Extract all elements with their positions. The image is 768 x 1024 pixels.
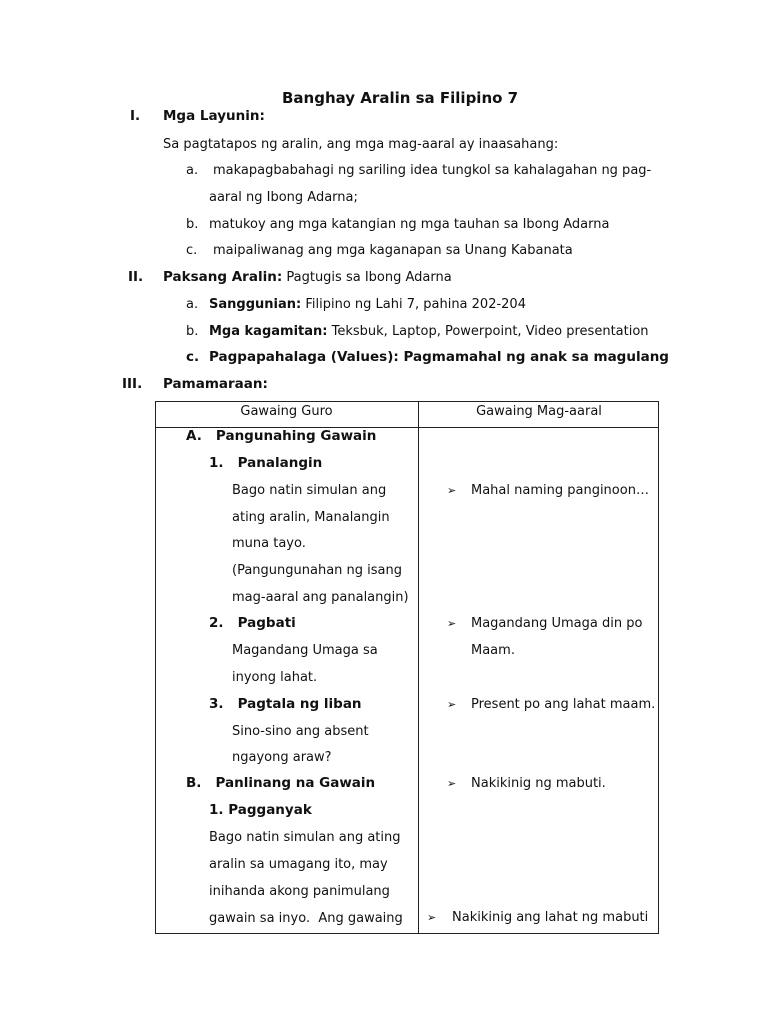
page-title: Banghay Aralin sa Filipino 7 [282,89,519,107]
section-number: I. [130,108,141,124]
objective-text: maipaliwanag ang mga kaganapan sa Unang Kabanata [213,243,573,258]
teacher-text: Bago natin simulan ang ating [209,830,401,845]
section-heading: Mga Layunin: [163,108,265,124]
table-header-student: Gawaing Mag-aaral [476,404,602,419]
step-title: 1. Pagganyak [209,802,312,818]
student-response: Nakikinig ang lahat ng mabuti [452,910,649,925]
item-letter: c. [186,349,200,365]
arrow-bullet-icon: ➢ [447,777,457,790]
student-response: Magandang Umaga din po [471,616,643,631]
item-letter: b. [186,217,199,232]
teacher-text: ating aralin, Manalangin [232,510,390,525]
step-title: 1. Panalangin [209,455,323,471]
item-letter: a. [186,163,199,178]
teacher-text: muna tayo. [232,536,306,551]
section-heading: Paksang Aralin: [163,269,283,285]
item-letter: c. [186,243,198,258]
teacher-text: inyong lahat. [232,670,318,685]
section-number: III. [122,376,143,392]
teacher-text: Magandang Umaga sa [232,643,378,658]
teacher-text: ngayong araw? [232,750,332,765]
student-response: Maam. [471,643,515,658]
reference-line [209,298,526,311]
teacher-text: inihanda akong panimulang [209,884,390,899]
objective-text: makapagbabahagi ng sariling idea tungkol sa kahalagahan ng pag- [213,163,652,178]
materials-line [209,325,649,338]
objective-text: matukoy ang mga katangian ng mga tauhan sa Ibong Adarna [209,217,610,232]
teacher-text: Sino-sino ang absent [232,724,369,739]
procedure-table [155,401,659,934]
item-letter: b. [186,324,199,339]
arrow-bullet-icon: ➢ [447,617,457,630]
student-response: Present po ang lahat maam. [471,697,656,712]
student-response: Nakikinig ng mabuti. [471,776,606,791]
table-header-teacher: Gawaing Guro [240,404,333,419]
step-title: 3. Pagtala ng liban [209,696,362,712]
table-column-divider [418,401,419,934]
item-value: Filipino ng Lahi 7, pahina 202-204 [305,297,526,312]
item-value: Teksbuk, Laptop, Powerpoint, Video presentation [331,324,649,339]
section-intro: Sa pagtatapos ng aralin, ang mga mag-aaral ay inaasahang: [163,137,559,152]
item-letter: a. [186,297,199,312]
section-topic: Pagtugis sa Ibong Adarna [286,270,452,285]
arrow-bullet-icon: ➢ [427,911,437,924]
item-label: Sanggunian: [209,297,302,312]
step-title: 2. Pagbati [209,615,296,631]
section-heading-line [163,271,452,285]
section-number: II. [128,269,144,285]
section-heading: Pamamaraan: [163,376,268,392]
part-a-heading: A. Pangunahing Gawain [186,428,377,444]
values-line: Pagpapahalaga (Values): Pagmamahal ng anak sa magulang [209,349,669,365]
arrow-bullet-icon: ➢ [447,698,457,711]
arrow-bullet-icon: ➢ [447,484,457,497]
teacher-text: (Pangungunahan ng isang [232,563,403,578]
student-response: Mahal naming panginoon… [471,483,649,498]
teacher-text: gawain sa inyo. Ang gawaing [209,911,403,926]
part-b-heading: B. Panlinang na Gawain [186,775,376,791]
teacher-text: aralin sa umagang ito, may [209,857,388,872]
objective-text: aaral ng Ibong Adarna; [209,190,358,205]
teacher-text: Bago natin simulan ang [232,483,387,498]
teacher-text: mag-aaral ang panalangin) [232,590,409,605]
item-label: Mga kagamitan: [209,324,328,339]
